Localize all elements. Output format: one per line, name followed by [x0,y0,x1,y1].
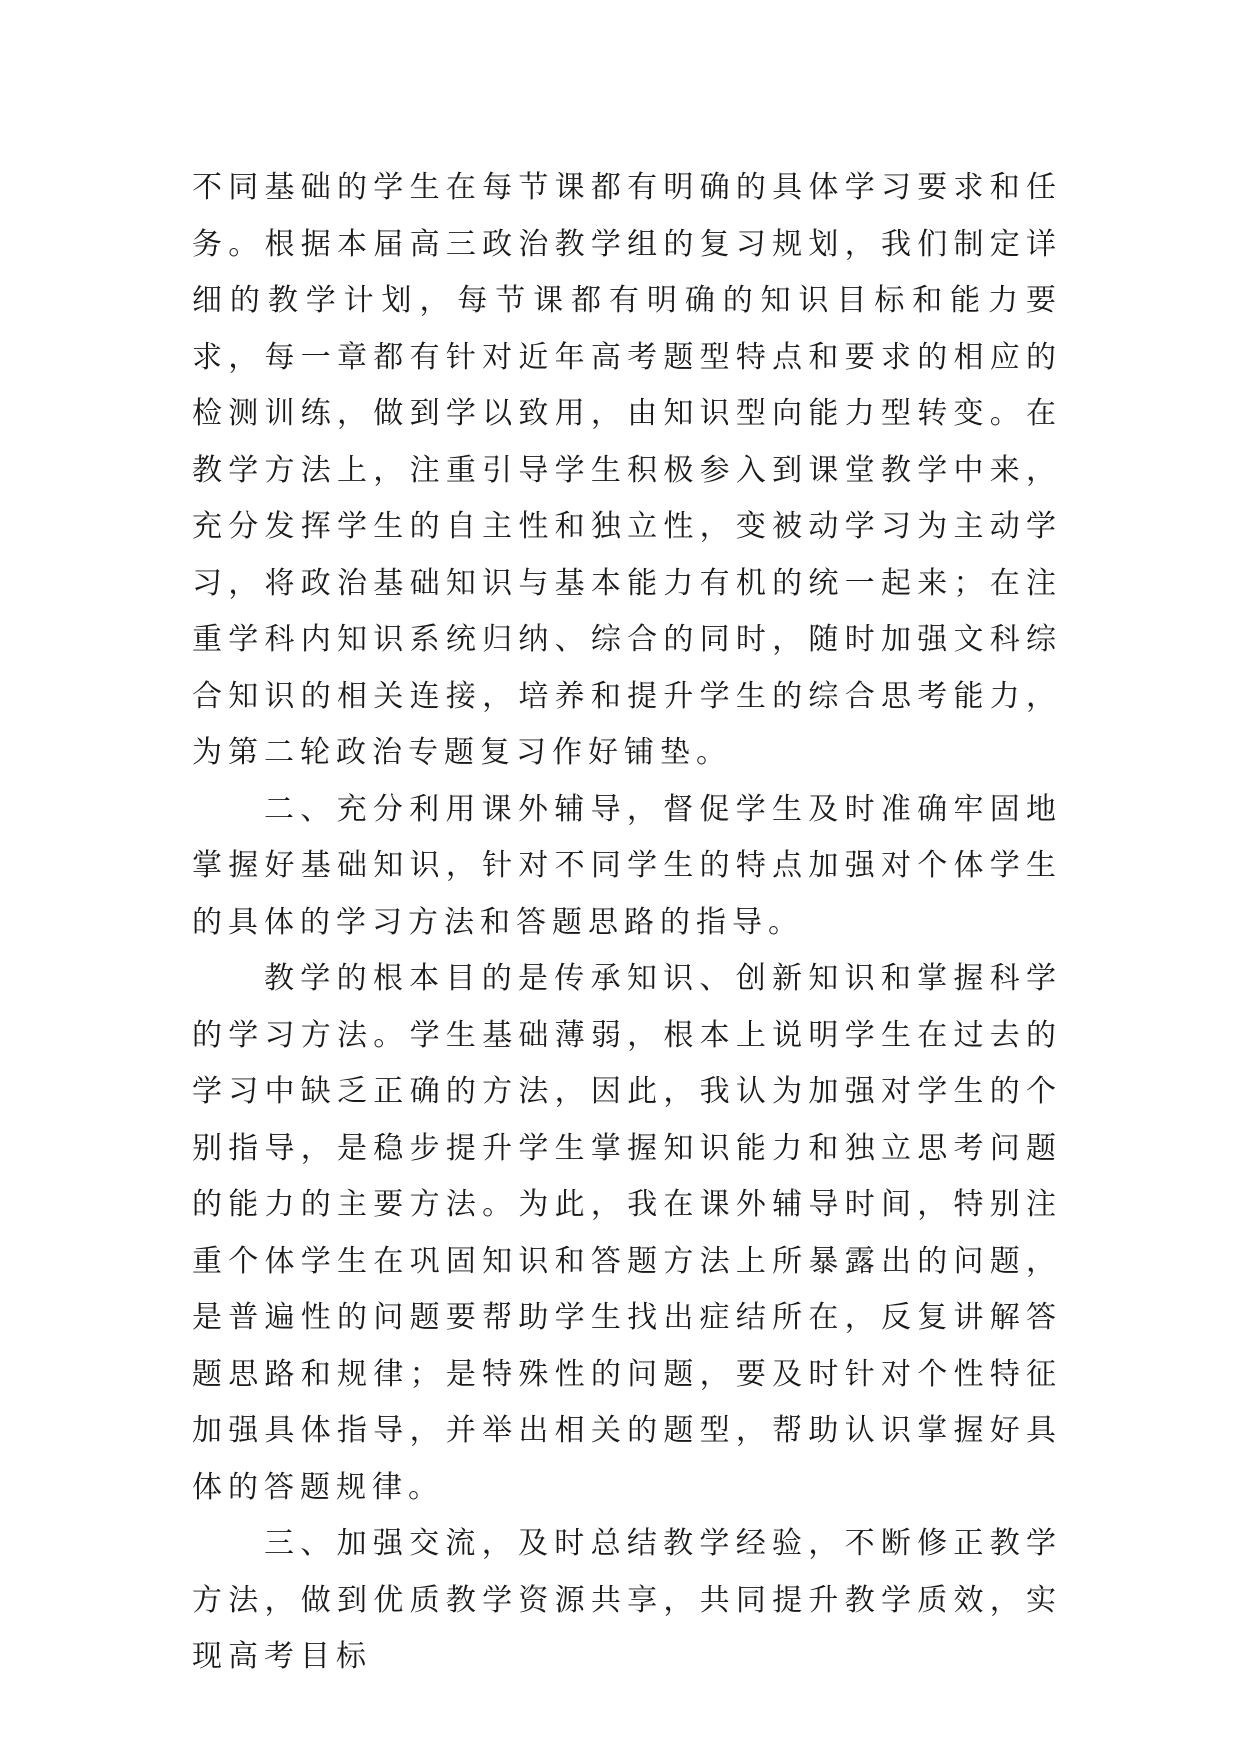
paragraph-section-two-heading: 二、充分利用课外辅导，督促学生及时准确牢固地掌握好基础知识，针对不同学生的特点加强对个体学生的具体的学习方法和答题思路的指导。 [192,791,1062,940]
paragraph-continued: 不同基础的学生在每节课都有明确的具体学习要求和任务。根据本届高三政治教学组的复习规划，我们制定详细的教学计划，每节课都有明确的知识目标和能力要求，每一章都有针对近年高考题型特点和要求的相应的检测训练，做到学以致用，由知识型向能力型转变。在教学方法上，注重引导学生积极参入到课堂教学中来，充分发挥学生的自主性和独立性，变被动学习为主动学习，将政治基础知识与基本能力有机的统一起来；在注重学科内知识系统归纳、综合的同时，随时加强文科综合知识的相关连接，培养和提升学生的综合思考能力，为第二轮政治专题复习作好铺垫。 [192,170,1062,770]
paragraph-teaching-purpose: 教学的根本目的是传承知识、创新知识和掌握科学的学习方法。学生基础薄弱，根本上说明学生在过去的学习中缺乏正确的方法，因此，我认为加强对学生的个别指导，是稳步提升学生掌握知识能力和独立思考问题的能力的主要方法。为此，我在课外辅导时间，特别注重个体学生在巩固知识和答题方法上所暴露出的问题，是普遍性的问题要帮助学生找出症结所在，反复讲解答题思路和规律；是特殊性的问题，要及时针对个性特征加强具体指导，并举出相关的题型，帮助认识掌握好具体的答题规律。 [192,961,1062,1505]
paragraph-section-three-heading: 三、加强交流，及时总结教学经验，不断修正教学方法，做到优质教学资源共享，共同提升教学质效，实现高考目标 [192,1526,1062,1674]
document-body [192,160,1062,1686]
